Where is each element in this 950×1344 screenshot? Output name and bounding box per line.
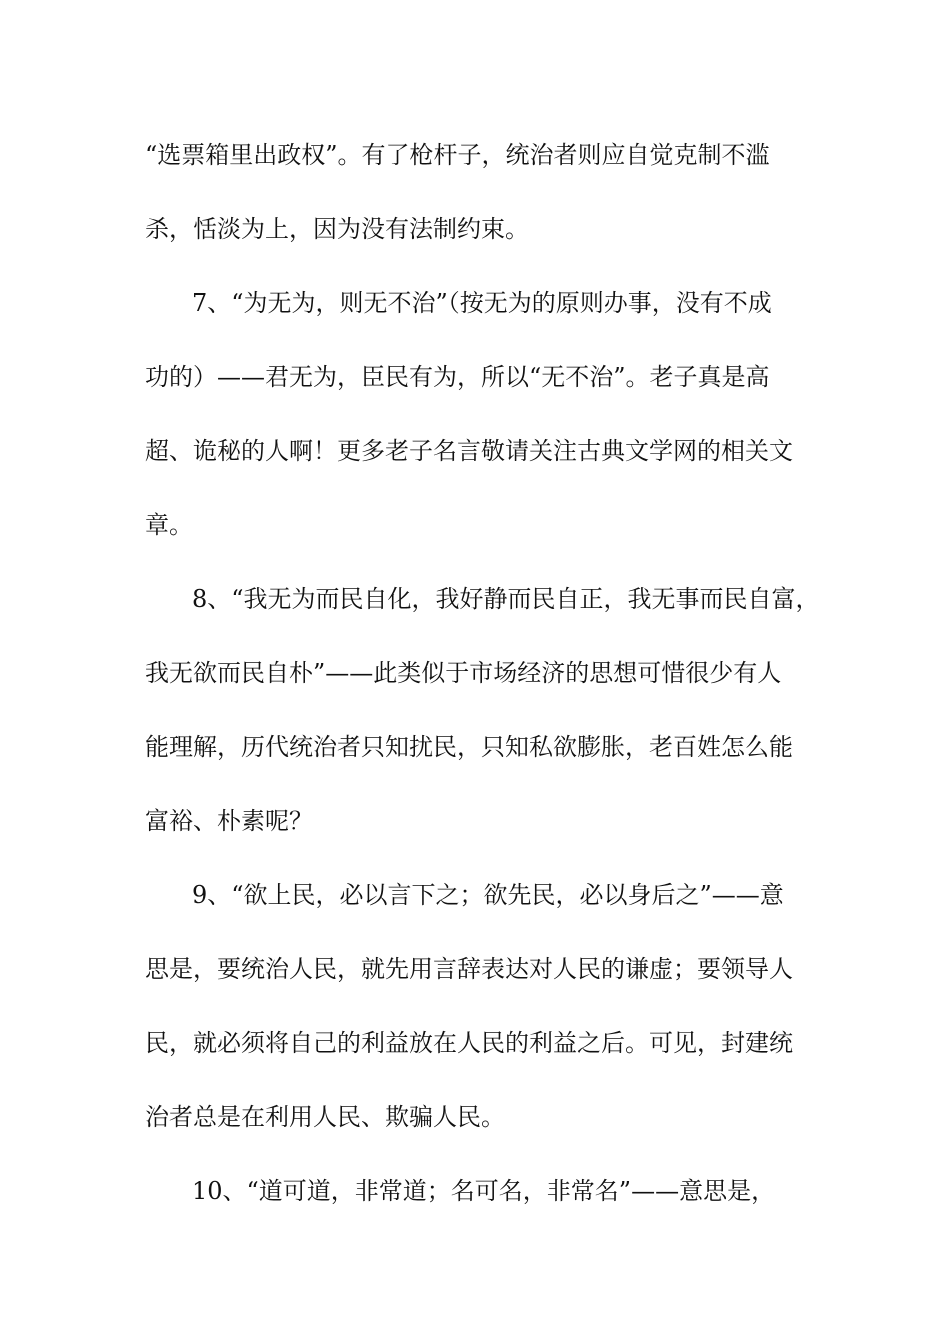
line-text: 富裕、朴素呢？: [145, 807, 313, 835]
line-text: 民，就必须将自己的利益放在人民的利益之后。可见，封建统: [145, 1029, 793, 1057]
paragraph-9-start: [0, 875, 950, 915]
text-line: [0, 949, 950, 989]
text-line: [0, 1097, 950, 1137]
text-line: [0, 505, 950, 545]
text-line: [0, 431, 950, 471]
text-line: [0, 209, 950, 249]
text-line: [0, 357, 950, 397]
line-text: 治者总是在利用人民、欺骗人民。: [145, 1103, 505, 1131]
line-text: 8、“我无为而民自化，我好静而民自正，我无事而民自富，: [192, 585, 820, 613]
text-line: [0, 653, 950, 693]
paragraph-7-start: [0, 283, 950, 323]
line-text: 功的）——君无为，臣民有为，所以“无不治”。老子真是高: [145, 363, 770, 391]
line-text: 杀，恬淡为上，因为没有法制约束。: [145, 215, 529, 243]
line-text: 超、诡秘的人啊！更多老子名言敬请关注古典文学网的相关文: [145, 437, 793, 465]
line-text: 章。: [145, 511, 193, 539]
text-line: [0, 135, 950, 175]
line-text: 10、“道可道，非常道；名可名，非常名”——意思是，: [192, 1177, 776, 1205]
line-text: 思是，要统治人民，就先用言辞表达对人民的谦虚；要领导人: [145, 955, 793, 983]
line-text: “选票箱里出政权”。有了枪杆子，统治者则应自觉克制不滥: [145, 141, 770, 169]
paragraph-10-start: [0, 1171, 950, 1211]
line-text: 我无欲而民自朴”——此类似于市场经济的思想可惜很少有人: [145, 659, 782, 687]
paragraph-8-start: [0, 579, 950, 619]
line-text: 7、“为无为，则无不治”（按无为的原则办事，没有不成: [192, 289, 772, 317]
text-line: [0, 801, 950, 841]
text-line: [0, 1023, 950, 1063]
line-text: 9、“欲上民，必以言下之；欲先民，必以身后之”——意: [192, 881, 784, 909]
text-line: [0, 727, 950, 767]
line-text: 能理解，历代统治者只知扰民，只知私欲膨胀，老百姓怎么能: [145, 733, 793, 761]
